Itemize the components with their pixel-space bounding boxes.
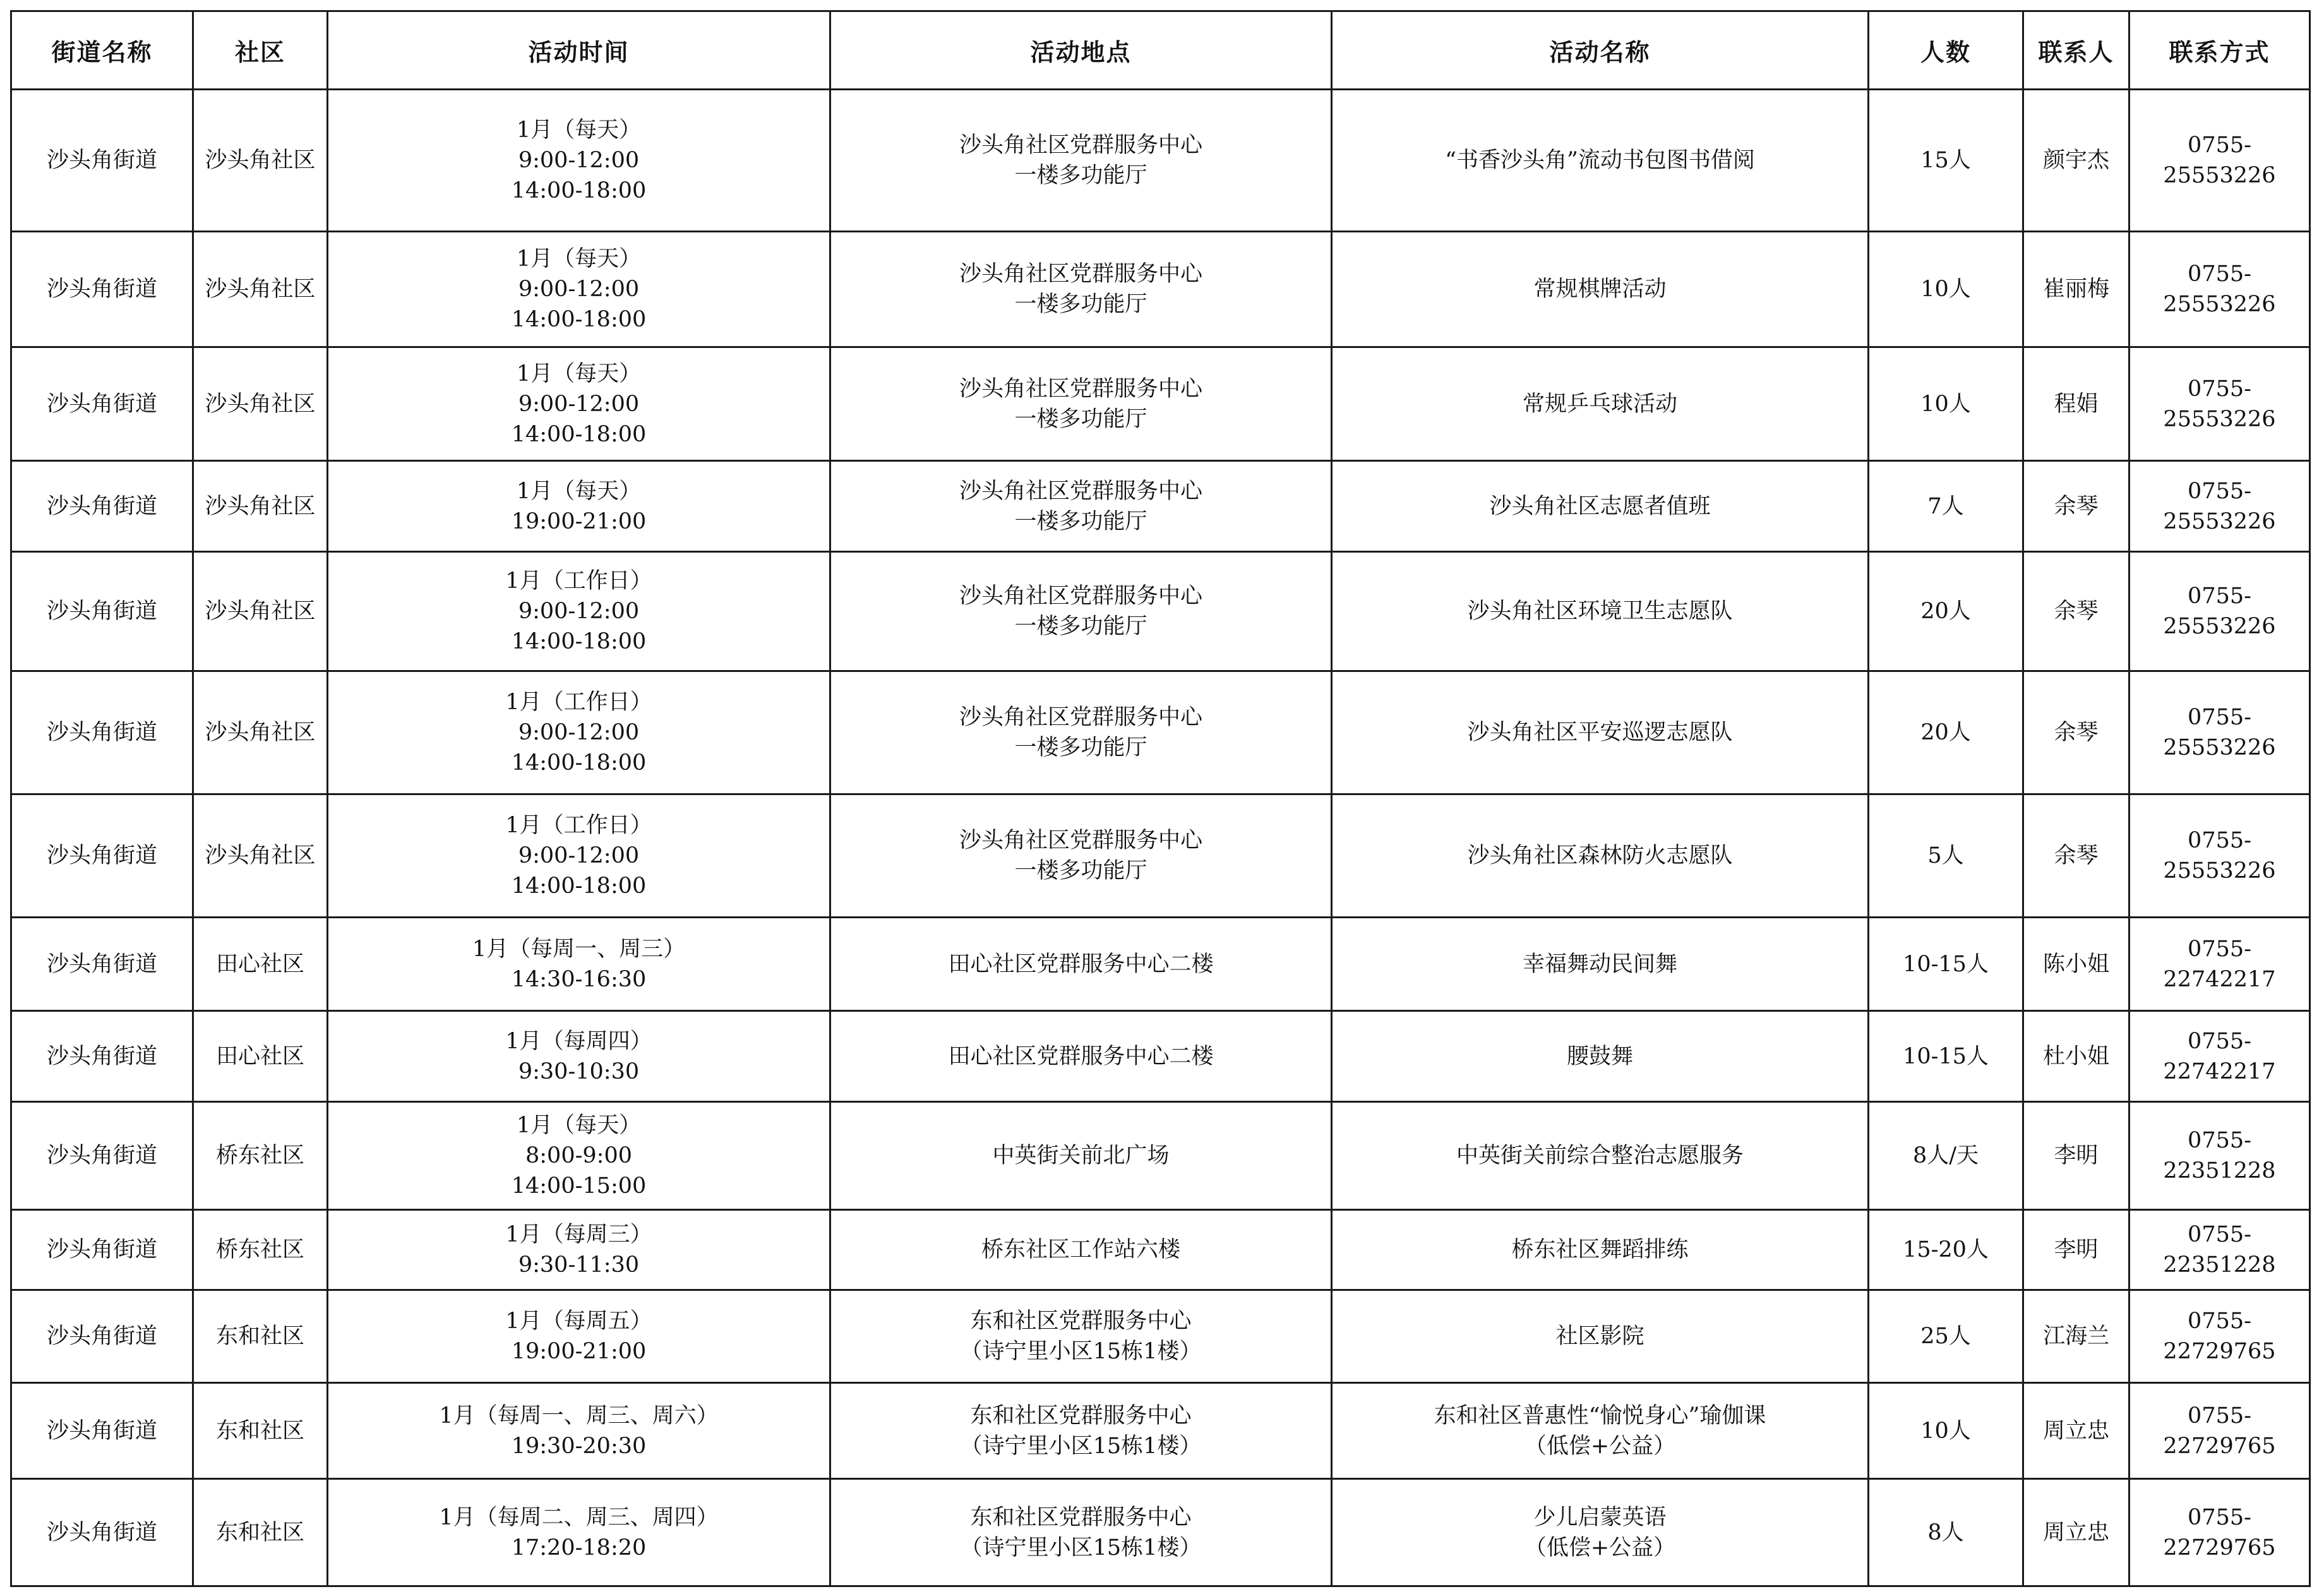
people-count-cell: 5人 — [1869, 794, 2023, 918]
phone-cell: 0755-22351228 — [2129, 1210, 2310, 1290]
time-line: 9:00-12:00 — [518, 148, 640, 173]
time-line: 1月（每天） — [516, 117, 642, 143]
header-time: 活动时间 — [328, 11, 830, 90]
community-cell: 沙头角社区 — [193, 671, 328, 794]
activity-name-cell — [1332, 794, 1869, 918]
people-count-cell: 10人 — [1869, 1383, 2023, 1479]
street-cell: 沙头角街道 — [11, 671, 193, 794]
time-line: 1月（每天） — [516, 361, 642, 387]
phone-cell: 0755-22729765 — [2129, 1479, 2310, 1586]
activity-name-line: （低偿+公益） — [1524, 1433, 1676, 1459]
people-count-cell: 10人 — [1869, 232, 2023, 347]
phone-cell: 0755-25553226 — [2129, 552, 2310, 671]
community-cell: 桥东社区 — [193, 1102, 328, 1210]
activity-name-line: 沙头角社区环境卫生志愿队 — [1467, 599, 1733, 624]
location-line: 桥东社区工作站六楼 — [981, 1237, 1180, 1262]
contact-person-cell: 程娟 — [2023, 347, 2129, 461]
activity-name-line: 桥东社区舞蹈排练 — [1511, 1237, 1689, 1262]
contact-person-cell: 周立忠 — [2023, 1383, 2129, 1479]
table-row — [11, 671, 2310, 794]
activity-name-line: 常规乒乓球活动 — [1522, 391, 1677, 417]
location-cell — [830, 1479, 1332, 1586]
activity-name-cell — [1332, 1210, 1869, 1290]
location-line: 东和社区党群服务中心 — [970, 1504, 1192, 1530]
location-line: 一楼多功能厅 — [1014, 163, 1147, 188]
contact-person-cell: 李明 — [2023, 1102, 2129, 1210]
location-line: 中英街关前北广场 — [992, 1143, 1170, 1168]
time-line: 14:00-18:00 — [511, 421, 647, 447]
activity-name-cell — [1332, 1383, 1869, 1479]
activity-name-cell — [1332, 1011, 1869, 1102]
activity-name-line: “书香沙头角”流动书包图书借阅 — [1445, 148, 1755, 173]
contact-person-cell: 周立忠 — [2023, 1479, 2129, 1586]
location-cell — [830, 1011, 1332, 1102]
street-cell: 沙头角街道 — [11, 90, 193, 232]
street-cell: 沙头角街道 — [11, 1011, 193, 1102]
time-line: 8:00-9:00 — [525, 1143, 633, 1168]
people-count-cell: 10-15人 — [1869, 1011, 2023, 1102]
header-street: 街道名称 — [11, 11, 193, 90]
contact-person-cell: 余琴 — [2023, 671, 2129, 794]
time-cell — [328, 552, 830, 671]
activity-name-cell — [1332, 918, 1869, 1011]
location-cell — [830, 1102, 1332, 1210]
people-count-cell: 15-20人 — [1869, 1210, 2023, 1290]
community-cell: 桥东社区 — [193, 1210, 328, 1290]
time-line: 1月（每周三） — [505, 1222, 652, 1247]
phone-cell: 0755-25553226 — [2129, 347, 2310, 461]
street-cell: 沙头角街道 — [11, 1479, 193, 1586]
time-line: 9:30-11:30 — [518, 1252, 640, 1278]
time-line: 1月（每周一、周三、周六） — [439, 1403, 719, 1429]
header-row — [11, 11, 2310, 90]
time-line: 14:00-18:00 — [511, 750, 647, 776]
street-cell: 沙头角街道 — [11, 918, 193, 1011]
phone-cell: 0755-22729765 — [2129, 1383, 2310, 1479]
street-cell: 沙头角街道 — [11, 347, 193, 461]
time-line: 1月（每天） — [516, 478, 642, 504]
contact-person-cell: 余琴 — [2023, 794, 2129, 918]
location-line: （诗宁里小区15栋1楼） — [960, 1339, 1202, 1364]
location-cell — [830, 918, 1332, 1011]
activity-name-cell — [1332, 1290, 1869, 1383]
contact-person-cell: 陈小姐 — [2023, 918, 2129, 1011]
time-line: 1月（每周二、周三、周四） — [439, 1504, 719, 1530]
location-cell — [830, 1290, 1332, 1383]
people-count-cell: 8人/天 — [1869, 1102, 2023, 1210]
location-cell — [830, 671, 1332, 794]
activity-table — [10, 10, 2311, 1587]
location-line: （诗宁里小区15栋1楼） — [960, 1433, 1202, 1459]
time-cell — [328, 1479, 830, 1586]
header-activity-name: 活动名称 — [1332, 11, 1869, 90]
location-line: 沙头角社区党群服务中心 — [959, 478, 1202, 504]
community-cell: 沙头角社区 — [193, 90, 328, 232]
location-line: 沙头角社区党群服务中心 — [959, 261, 1202, 287]
time-cell — [328, 671, 830, 794]
activity-name-cell — [1332, 90, 1869, 232]
time-line: 14:00-18:00 — [511, 873, 647, 899]
activity-name-cell — [1332, 671, 1869, 794]
contact-person-cell: 江海兰 — [2023, 1290, 2129, 1383]
time-cell — [328, 347, 830, 461]
time-line: 9:00-12:00 — [518, 391, 640, 417]
time-line: 14:00-18:00 — [511, 178, 647, 203]
location-line: 沙头角社区党群服务中心 — [959, 584, 1202, 609]
community-cell: 东和社区 — [193, 1290, 328, 1383]
location-line: 田心社区党群服务中心二楼 — [948, 1043, 1214, 1069]
community-cell: 田心社区 — [193, 1011, 328, 1102]
activity-name-line: 东和社区普惠性“愉悦身心”瑜伽课 — [1434, 1403, 1766, 1429]
time-line: 1月（每天） — [516, 1113, 642, 1138]
header-location: 活动地点 — [830, 11, 1332, 90]
street-cell: 沙头角街道 — [11, 552, 193, 671]
community-cell: 田心社区 — [193, 918, 328, 1011]
phone-cell: 0755-22729765 — [2129, 1290, 2310, 1383]
phone-cell: 0755-25553226 — [2129, 461, 2310, 552]
time-line: 1月（工作日） — [505, 690, 652, 715]
people-count-cell: 15人 — [1869, 90, 2023, 232]
time-cell — [328, 90, 830, 232]
time-cell — [328, 232, 830, 347]
activity-name-cell — [1332, 1102, 1869, 1210]
activity-name-cell — [1332, 461, 1869, 552]
table-row — [11, 1210, 2310, 1290]
table-row — [11, 1479, 2310, 1586]
people-count-cell: 8人 — [1869, 1479, 2023, 1586]
time-cell — [328, 918, 830, 1011]
phone-cell: 0755-25553226 — [2129, 232, 2310, 347]
table-row — [11, 1011, 2310, 1102]
community-cell: 沙头角社区 — [193, 347, 328, 461]
location-cell — [830, 232, 1332, 347]
people-count-cell: 20人 — [1869, 552, 2023, 671]
activity-name-line: 腰鼓舞 — [1566, 1043, 1633, 1069]
time-line: 14:30-16:30 — [511, 966, 647, 992]
table-body — [11, 90, 2310, 1586]
time-cell — [328, 461, 830, 552]
time-line: 17:20-18:20 — [511, 1535, 647, 1561]
table-row — [11, 232, 2310, 347]
community-cell: 沙头角社区 — [193, 461, 328, 552]
people-count-cell: 20人 — [1869, 671, 2023, 794]
location-cell — [830, 1210, 1332, 1290]
activity-name-cell — [1332, 552, 1869, 671]
activity-name-cell — [1332, 1479, 1869, 1586]
time-line: 9:00-12:00 — [518, 843, 640, 868]
activity-name-line: 少儿启蒙英语 — [1533, 1504, 1667, 1530]
location-line: 一楼多功能厅 — [1014, 858, 1147, 884]
street-cell: 沙头角街道 — [11, 1210, 193, 1290]
community-cell: 东和社区 — [193, 1479, 328, 1586]
street-cell: 沙头角街道 — [11, 1383, 193, 1479]
phone-cell: 0755-22742217 — [2129, 1011, 2310, 1102]
location-cell — [830, 552, 1332, 671]
time-cell — [328, 1290, 830, 1383]
location-line: 沙头角社区党群服务中心 — [959, 828, 1202, 853]
phone-cell: 0755-25553226 — [2129, 90, 2310, 232]
phone-cell: 0755-22742217 — [2129, 918, 2310, 1011]
contact-person-cell: 崔丽梅 — [2023, 232, 2129, 347]
community-cell: 沙头角社区 — [193, 794, 328, 918]
location-line: 沙头角社区党群服务中心 — [959, 133, 1202, 158]
contact-person-cell: 李明 — [2023, 1210, 2129, 1290]
time-line: 1月（工作日） — [505, 813, 652, 838]
contact-person-cell: 颜宇杰 — [2023, 90, 2129, 232]
people-count-cell: 25人 — [1869, 1290, 2023, 1383]
phone-cell: 0755-25553226 — [2129, 794, 2310, 918]
activity-name-line: 沙头角社区森林防火志愿队 — [1467, 843, 1733, 868]
header-community: 社区 — [193, 11, 328, 90]
people-count-cell: 10人 — [1869, 347, 2023, 461]
community-cell: 东和社区 — [193, 1383, 328, 1479]
time-line: 19:00-21:00 — [511, 1339, 647, 1364]
table-row — [11, 461, 2310, 552]
time-line: 19:00-21:00 — [511, 508, 647, 534]
community-cell: 沙头角社区 — [193, 232, 328, 347]
location-line: 田心社区党群服务中心二楼 — [948, 951, 1214, 977]
activity-name-line: 幸福舞动民间舞 — [1522, 951, 1677, 977]
street-cell: 沙头角街道 — [11, 794, 193, 918]
activity-name-line: 沙头角社区平安巡逻志愿队 — [1467, 720, 1733, 745]
phone-cell: 0755-22351228 — [2129, 1102, 2310, 1210]
location-line: 沙头角社区党群服务中心 — [959, 376, 1202, 402]
street-cell: 沙头角街道 — [11, 461, 193, 552]
location-line: （诗宁里小区15栋1楼） — [960, 1535, 1202, 1561]
contact-person-cell: 余琴 — [2023, 461, 2129, 552]
location-cell — [830, 347, 1332, 461]
header-phone: 联系方式 — [2129, 11, 2310, 90]
time-cell — [328, 794, 830, 918]
time-line: 1月（每周一、周三） — [472, 936, 686, 962]
activity-name-line: 中英街关前综合整治志愿服务 — [1456, 1143, 1744, 1168]
activity-name-cell — [1332, 232, 1869, 347]
time-line: 9:00-12:00 — [518, 720, 640, 745]
location-cell — [830, 90, 1332, 232]
activity-name-cell — [1332, 347, 1869, 461]
time-line: 19:30-20:30 — [511, 1433, 647, 1459]
header-people: 人数 — [1869, 11, 2023, 90]
time-line: 1月（每周五） — [505, 1309, 652, 1334]
time-line: 14:00-18:00 — [511, 629, 647, 654]
time-cell — [328, 1383, 830, 1479]
time-line: 14:00-15:00 — [511, 1173, 647, 1199]
activity-name-line: 沙头角社区志愿者值班 — [1489, 493, 1711, 519]
location-line: 东和社区党群服务中心 — [970, 1309, 1192, 1334]
time-line: 9:00-12:00 — [518, 599, 640, 624]
header-contact: 联系人 — [2023, 11, 2129, 90]
street-cell: 沙头角街道 — [11, 1102, 193, 1210]
time-cell — [328, 1011, 830, 1102]
table-row — [11, 347, 2310, 461]
location-cell — [830, 1383, 1332, 1479]
activity-name-line: 社区影院 — [1555, 1324, 1644, 1349]
location-cell — [830, 461, 1332, 552]
street-cell: 沙头角街道 — [11, 1290, 193, 1383]
table-row — [11, 1290, 2310, 1383]
location-line: 一楼多功能厅 — [1014, 614, 1147, 639]
time-line: 9:00-12:00 — [518, 277, 640, 302]
people-count-cell: 10-15人 — [1869, 918, 2023, 1011]
location-line: 一楼多功能厅 — [1014, 508, 1147, 534]
time-line: 14:00-18:00 — [511, 307, 647, 332]
street-cell: 沙头角街道 — [11, 232, 193, 347]
location-line: 一楼多功能厅 — [1014, 406, 1147, 432]
location-line: 东和社区党群服务中心 — [970, 1403, 1192, 1429]
phone-cell: 0755-25553226 — [2129, 671, 2310, 794]
location-line: 沙头角社区党群服务中心 — [959, 705, 1202, 730]
contact-person-cell: 余琴 — [2023, 552, 2129, 671]
location-line: 一楼多功能厅 — [1014, 735, 1147, 760]
activity-name-line: 常规棋牌活动 — [1533, 277, 1667, 302]
people-count-cell: 7人 — [1869, 461, 2023, 552]
location-cell — [830, 794, 1332, 918]
time-cell — [328, 1210, 830, 1290]
table-row — [11, 1383, 2310, 1479]
time-line: 1月（每周四） — [505, 1028, 652, 1054]
community-cell: 沙头角社区 — [193, 552, 328, 671]
time-line: 1月（每天） — [516, 246, 642, 272]
table-row — [11, 552, 2310, 671]
table-row — [11, 918, 2310, 1011]
contact-person-cell: 杜小姐 — [2023, 1011, 2129, 1102]
time-line: 9:30-10:30 — [518, 1058, 640, 1084]
location-line: 一楼多功能厅 — [1014, 292, 1147, 317]
activity-name-line: （低偿+公益） — [1524, 1535, 1676, 1561]
table-row — [11, 794, 2310, 918]
time-cell — [328, 1102, 830, 1210]
time-line: 1月（工作日） — [505, 568, 652, 594]
table-row — [11, 1102, 2310, 1210]
table-row — [11, 90, 2310, 232]
